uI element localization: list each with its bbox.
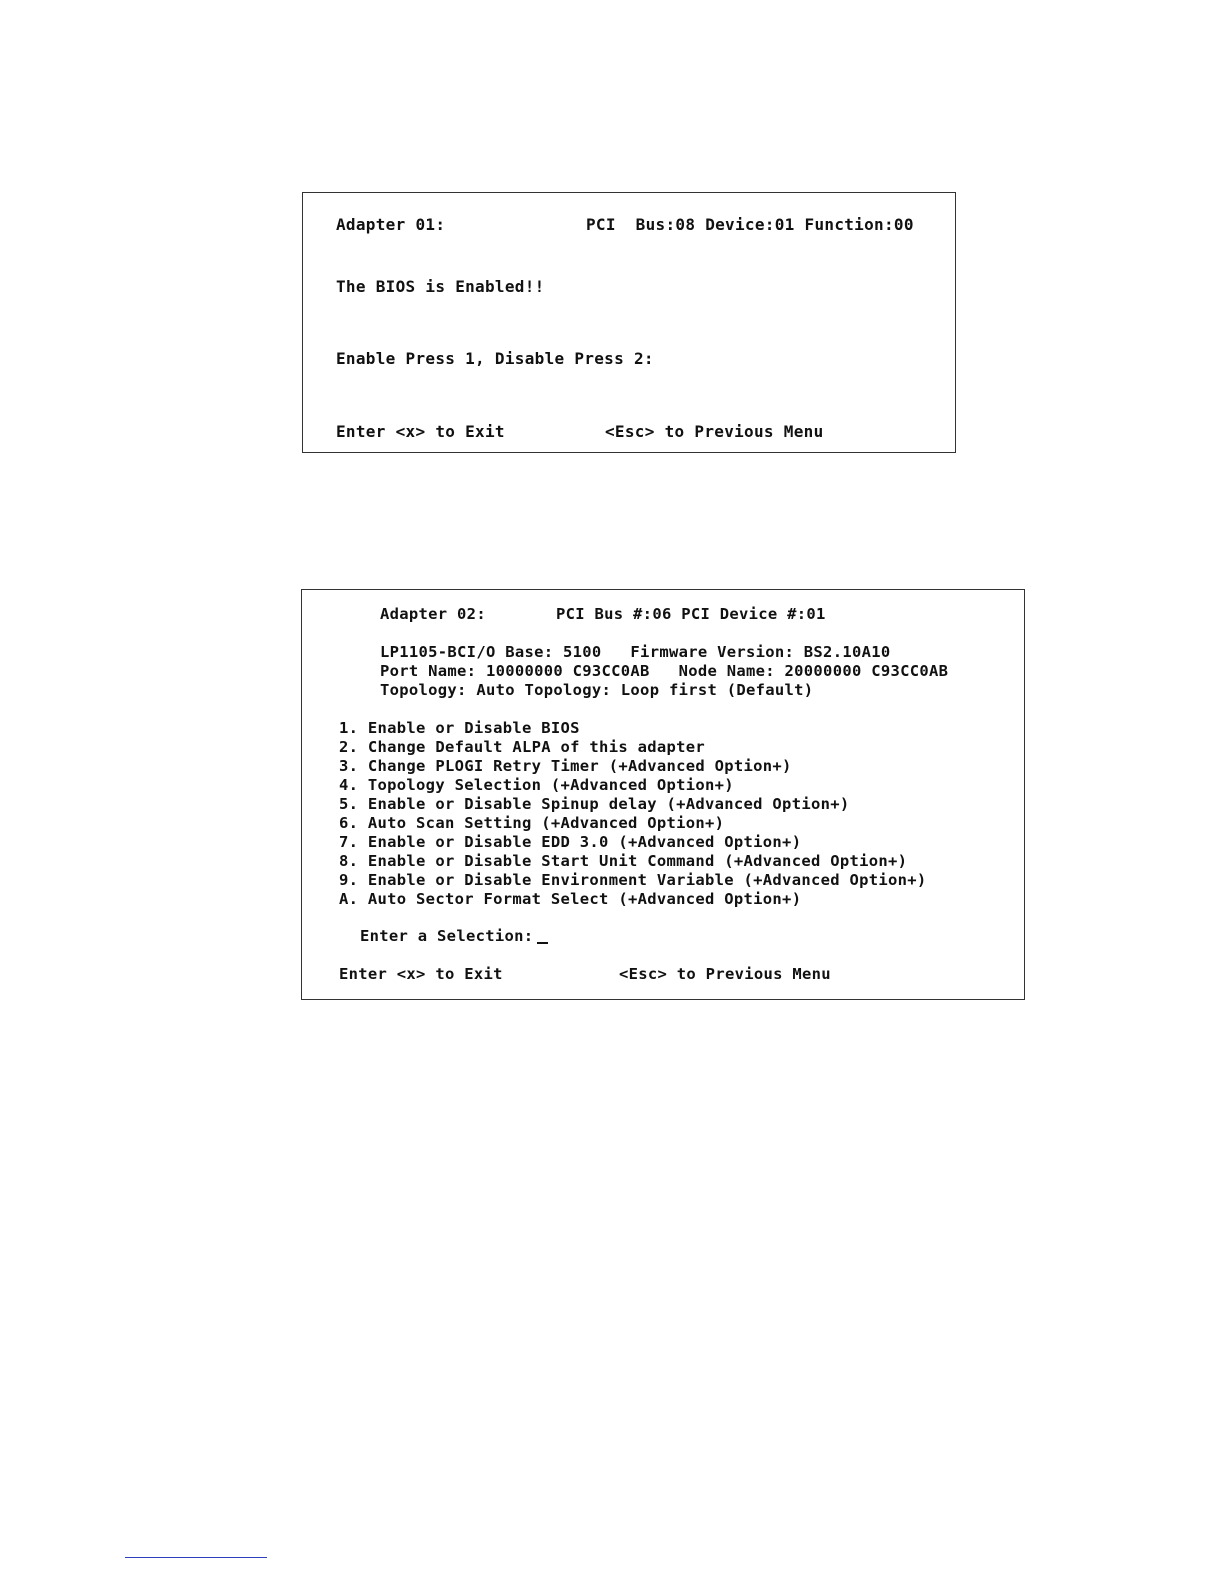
bios-status: The BIOS is Enabled!!: [336, 277, 545, 296]
adapter-label: Adapter 01:: [336, 215, 446, 234]
exit-hint: Enter <x> to Exit: [336, 422, 505, 441]
menu-item-topology-selection[interactable]: 4. Topology Selection (+Advanced Option+): [339, 776, 734, 794]
adapter-menu-screen: [301, 589, 1025, 1000]
pci-info: PCI Bus #:06 PCI Device #:01: [556, 605, 826, 623]
enable-disable-prompt[interactable]: Enable Press 1, Disable Press 2:: [336, 349, 654, 368]
menu-item-environment-variable[interactable]: 9. Enable or Disable Environment Variable (+Advanced Option+): [339, 871, 927, 889]
selection-prompt: Enter a Selection:: [360, 927, 534, 945]
previous-menu-hint: <Esc> to Previous Menu: [605, 422, 824, 441]
footer-link-underline: [125, 1557, 267, 1558]
pci-info: PCI Bus:08 Device:01 Function:00: [586, 215, 914, 234]
menu-item-enable-bios[interactable]: 1. Enable or Disable BIOS: [339, 719, 580, 737]
previous-menu-hint: <Esc> to Previous Menu: [619, 965, 831, 983]
adapter-info-line: LP1105-BCI/O Base: 5100 Firmware Version: BS2.10A10: [380, 643, 891, 661]
bios-enable-screen: [302, 192, 956, 453]
selection-input[interactable]: [360, 927, 548, 946]
text-cursor: [537, 942, 548, 944]
exit-hint: Enter <x> to Exit: [339, 965, 503, 983]
menu-item-auto-sector-format[interactable]: A. Auto Sector Format Select (+Advanced Option+): [339, 890, 802, 908]
menu-item-change-alpa[interactable]: 2. Change Default ALPA of this adapter: [339, 738, 706, 756]
menu-item-plogi-retry-timer[interactable]: 3. Change PLOGI Retry Timer (+Advanced Option+): [339, 757, 792, 775]
menu-item-spinup-delay[interactable]: 5. Enable or Disable Spinup delay (+Advanced Option+): [339, 795, 850, 813]
menu-item-edd30[interactable]: 7. Enable or Disable EDD 3.0 (+Advanced Option+): [339, 833, 802, 851]
adapter-label: Adapter 02:: [380, 605, 486, 623]
port-node-name-line: Port Name: 10000000 C93CC0AB Node Name: 20000000 C93CC0AB: [380, 662, 949, 680]
menu-item-start-unit-command[interactable]: 8. Enable or Disable Start Unit Command (+Advanced Option+): [339, 852, 908, 870]
menu-item-auto-scan[interactable]: 6. Auto Scan Setting (+Advanced Option+): [339, 814, 725, 832]
topology-line: Topology: Auto Topology: Loop first (Default): [380, 681, 814, 699]
